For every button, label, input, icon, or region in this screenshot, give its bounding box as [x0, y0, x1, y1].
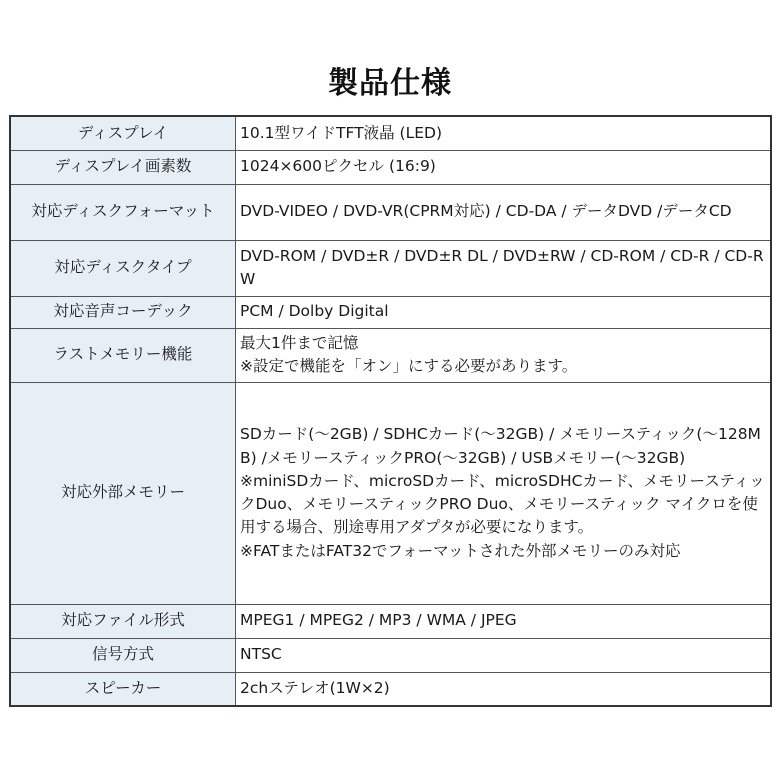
spec-value-line: 1024×600ピクセル (16:9)	[240, 157, 436, 176]
table-row	[10, 328, 771, 382]
table-row	[10, 296, 771, 328]
spec-value-line: 最大1件まで記憶	[240, 333, 359, 352]
spec-value	[236, 116, 772, 150]
spec-value-line: ※設定で機能を「オン」にする必要があります。	[240, 357, 578, 375]
spec-value-line: 2chステレオ(1W×2)	[240, 679, 390, 698]
spec-value-line: ※FATまたはFAT32でフォーマットされた外部メモリーのみ対応	[240, 541, 681, 560]
table-row	[10, 116, 771, 150]
spec-value	[236, 382, 772, 604]
spec-value	[236, 604, 772, 638]
spec-value-line: NTSC	[240, 645, 282, 664]
spec-value	[236, 150, 772, 184]
page-title: 製品仕様	[328, 66, 452, 101]
spec-value-line: DVD-ROM / DVD±R / DVD±R DL / DVD±RW / CD-ROM / CD-R / CD-RW	[240, 246, 764, 288]
spec-value	[236, 296, 772, 328]
spec-value	[236, 328, 772, 382]
table-row	[10, 184, 771, 240]
spec-value-line: PCM / Dolby Digital	[240, 302, 389, 321]
spec-value-line: 10.1型ワイドTFT液晶 (LED)	[240, 123, 443, 142]
table-row	[10, 604, 771, 638]
spec-value	[236, 184, 772, 240]
table-row	[10, 150, 771, 184]
spec-label: スピーカー	[10, 672, 236, 706]
spec-label: ディスプレイ	[10, 116, 236, 150]
spec-value-line: ※miniSDカード、microSDカード、microSDHCカード、メモリースティックDuo、メモリースティックPRO Duo、メモリースティック マイクロを使用する場合、別途専用アダプタが必要になります。	[240, 471, 765, 537]
spec-label: 信号方式	[10, 638, 236, 672]
table-row	[10, 638, 771, 672]
spec-label: 対応ファイル形式	[10, 604, 236, 638]
spec-label: ラストメモリー機能	[10, 328, 236, 382]
spec-label: 対応外部メモリー	[10, 382, 236, 604]
spec-value-line: MPEG1 / MPEG2 / MP3 / WMA / JPEG	[240, 611, 517, 630]
spec-label: 対応音声コーデック	[10, 296, 236, 328]
spec-value	[236, 240, 772, 296]
spec-value-line: DVD-VIDEO / DVD-VR(CPRM対応) / CD-DA / データDVD /データCD	[240, 202, 732, 221]
spec-value	[236, 638, 772, 672]
spec-label: ディスプレイ画素数	[10, 150, 236, 184]
spec-label: 対応ディスクフォーマット	[10, 184, 236, 240]
table-row	[10, 382, 771, 604]
table-row	[10, 672, 771, 706]
spec-value	[236, 672, 772, 706]
spec-table	[9, 115, 772, 707]
spec-label: 対応ディスクタイプ	[10, 240, 236, 296]
table-row	[10, 240, 771, 296]
spec-value-line: SDカード(～2GB) / SDHCカード(～32GB) / メモリースティック(～128MB) /メモリースティックPRO(～32GB) / USBメモリー(～32GB)	[240, 425, 761, 467]
